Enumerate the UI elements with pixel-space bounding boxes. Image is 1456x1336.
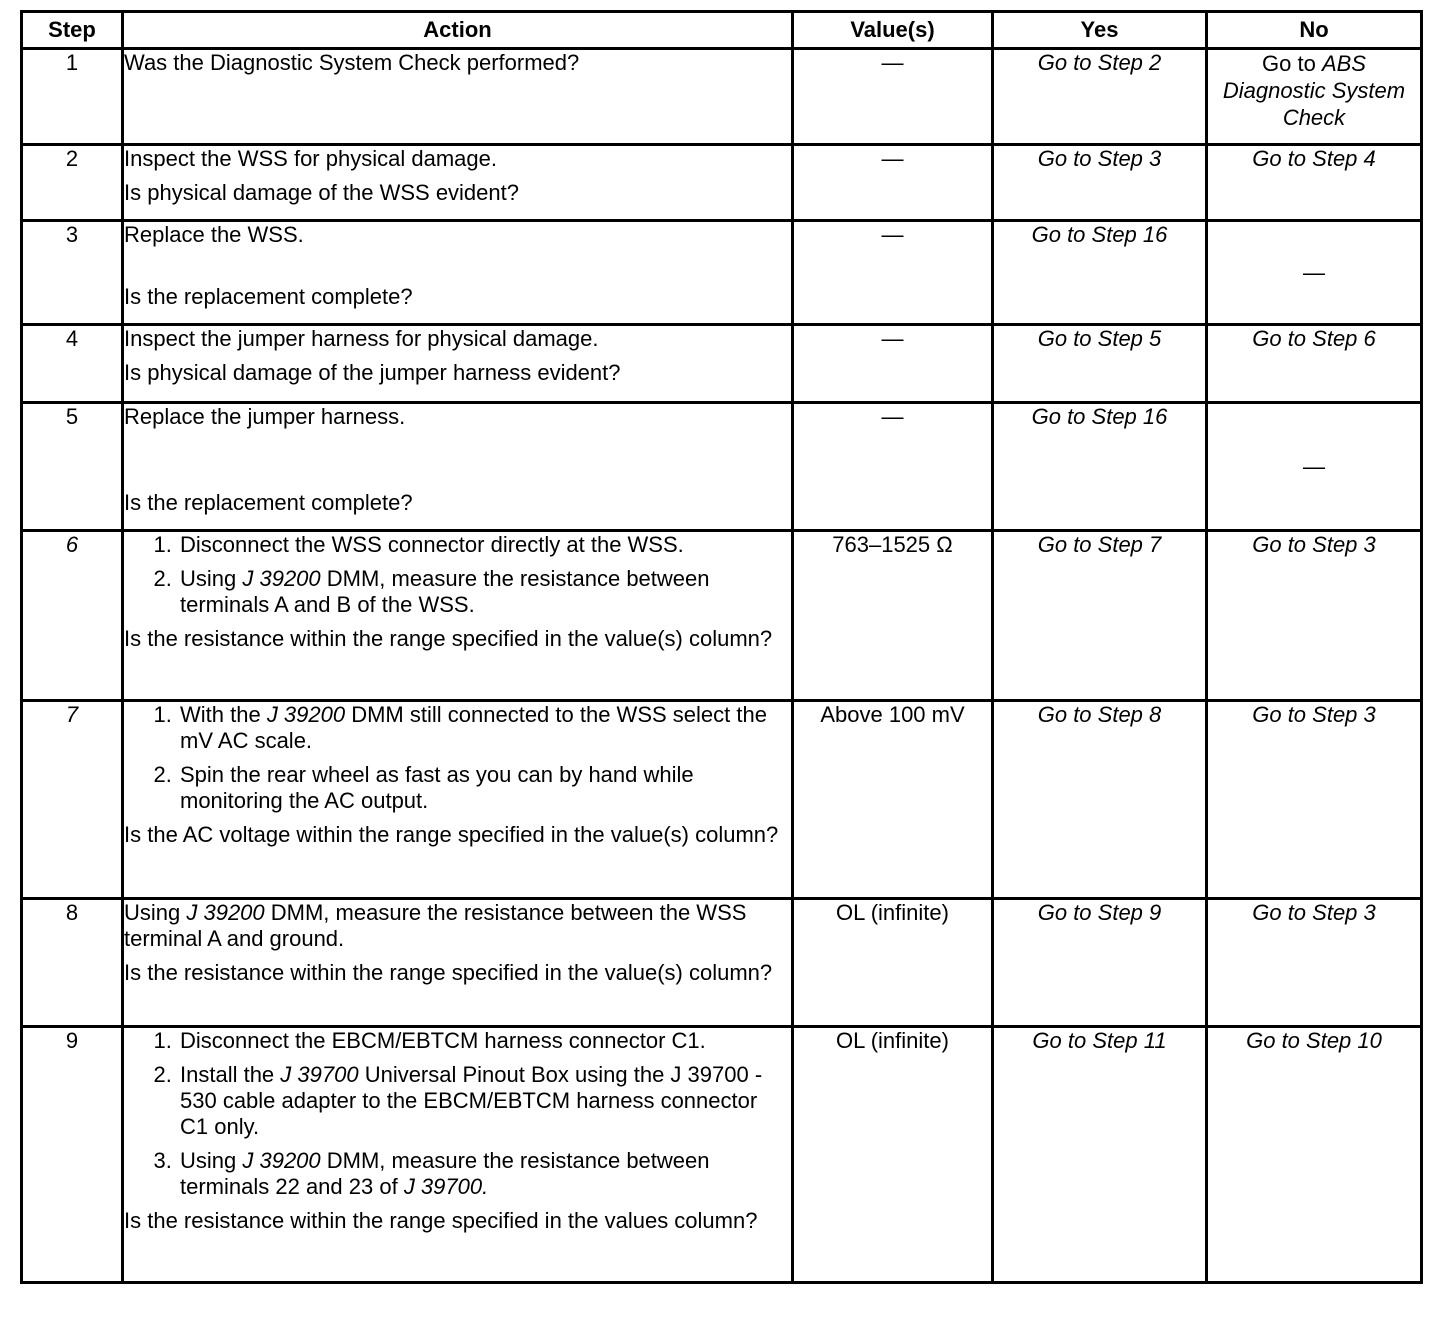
yes-result: Go to Step 3: [993, 145, 1207, 221]
step-number: 3: [22, 221, 123, 325]
question-text: Was the Diagnostic System Check performed?: [124, 50, 580, 75]
action-cell: [123, 325, 793, 403]
step-number: 9: [22, 1027, 123, 1283]
action-cell: [123, 531, 793, 701]
table-row: [22, 531, 1422, 701]
table-row: [22, 701, 1422, 899]
diagnostic-table: [20, 10, 1423, 1284]
question-text: Is the AC voltage within the range specified in the value(s) column?: [124, 822, 779, 847]
action-text: Replace the WSS.: [124, 222, 304, 247]
no-result: [1207, 49, 1422, 145]
yes-result: Go to Step 8: [993, 701, 1207, 899]
instruction-list: [124, 532, 791, 618]
value-cell: —: [793, 221, 993, 325]
instruction-item: 2. Install the J 39700 Universal Pinout Box using the J 39700 - 530 cable adapter to the EBCM/EBTCM harness connector C1 only.: [178, 1062, 791, 1140]
tool-ref: J 39200: [186, 900, 265, 925]
yes-result: Go to Step 16: [993, 403, 1207, 531]
no-result: Go to Step 10: [1207, 1027, 1422, 1283]
yes-result: Go to Step 7: [993, 531, 1207, 701]
action-cell: [123, 403, 793, 531]
action-cell: [123, 145, 793, 221]
question-text: Is physical damage of the WSS evident?: [124, 180, 519, 205]
header-yes: Yes: [993, 12, 1207, 49]
value-cell: OL (infinite): [793, 1027, 993, 1283]
step-number: 4: [22, 325, 123, 403]
value-cell: —: [793, 49, 993, 145]
no-result: Go to Step 3: [1207, 531, 1422, 701]
header-step: Step: [22, 12, 123, 49]
step-number: 8: [22, 899, 123, 1027]
step-number: 2: [22, 145, 123, 221]
instruction-item: 3. Using J 39200 DMM, measure the resistance between terminals 22 and 23 of J 39700.: [178, 1148, 791, 1200]
tool-ref: J 39200: [242, 1148, 321, 1173]
yes-result: Go to Step 16: [993, 221, 1207, 325]
question-text: Is the resistance within the range specified in the value(s) column?: [124, 626, 773, 651]
tool-ref: J 39700: [280, 1062, 359, 1087]
value-cell: —: [793, 325, 993, 403]
question-text: Is the replacement complete?: [124, 284, 413, 309]
question-text: Is the resistance within the range specified in the values column?: [124, 1208, 758, 1233]
question-text: Is physical damage of the jumper harness evident?: [124, 360, 621, 385]
value-cell: —: [793, 145, 993, 221]
table-row: [22, 145, 1422, 221]
step-number: 7: [22, 701, 123, 899]
question-text: Is the replacement complete?: [124, 490, 413, 515]
action-text: Replace the jumper harness.: [124, 404, 406, 429]
instruction-item: 1. With the J 39200 DMM still connected to the WSS select the mV AC scale.: [178, 702, 791, 754]
value-cell: Above 100 mV: [793, 701, 993, 899]
table-row: [22, 899, 1422, 1027]
instruction-item: 2. Spin the rear wheel as fast as you can by hand while monitoring the AC output.: [178, 762, 791, 814]
no-result-prefix: Go to: [1262, 51, 1322, 76]
step-number: 6: [22, 531, 123, 701]
question-text: Is the resistance within the range specified in the value(s) column?: [124, 960, 773, 985]
action-cell: [123, 49, 793, 145]
tool-ref: J 39700.: [403, 1174, 489, 1199]
yes-result: Go to Step 9: [993, 899, 1207, 1027]
no-result: —: [1207, 221, 1422, 325]
yes-result: Go to Step 11: [993, 1027, 1207, 1283]
instruction-item: 1. Disconnect the WSS connector directly at the WSS.: [178, 532, 791, 558]
table-row: [22, 403, 1422, 531]
table-row: [22, 49, 1422, 145]
action-cell: [123, 1027, 793, 1283]
table-row: [22, 221, 1422, 325]
step-number: 5: [22, 403, 123, 531]
table-row: [22, 325, 1422, 403]
action-cell: [123, 701, 793, 899]
value-cell: 763–1525 Ω: [793, 531, 993, 701]
no-result: Go to Step 3: [1207, 701, 1422, 899]
value-cell: —: [793, 403, 993, 531]
instruction-item: 2. Using J 39200 DMM, measure the resistance between terminals A and B of the WSS.: [178, 566, 791, 618]
no-result: Go to Step 3: [1207, 899, 1422, 1027]
action-text: Using J 39200 DMM, measure the resistance between the WSS terminal A and ground.: [124, 900, 747, 951]
no-result: Go to Step 4: [1207, 145, 1422, 221]
step-number: 1: [22, 49, 123, 145]
header-values: Value(s): [793, 12, 993, 49]
header-row: [22, 12, 1422, 49]
no-result: Go to Step 6: [1207, 325, 1422, 403]
yes-result: Go to Step 2: [993, 49, 1207, 145]
tool-ref: J 39200: [242, 566, 321, 591]
action-cell: [123, 221, 793, 325]
action-cell: [123, 899, 793, 1027]
action-text: Inspect the jumper harness for physical damage.: [124, 326, 599, 351]
instruction-list: [124, 702, 791, 814]
yes-result: Go to Step 5: [993, 325, 1207, 403]
no-result: —: [1207, 403, 1422, 531]
abs-check-link: ABS Diagnostic System Check: [1222, 51, 1406, 130]
table-row: [22, 1027, 1422, 1283]
tool-ref: J 39200: [266, 702, 346, 727]
header-no: No: [1207, 12, 1422, 49]
instruction-item: 1. Disconnect the EBCM/EBTCM harness connector C1.: [178, 1028, 791, 1054]
value-cell: OL (infinite): [793, 899, 993, 1027]
action-text: Inspect the WSS for physical damage.: [124, 146, 497, 171]
header-action: Action: [123, 12, 793, 49]
instruction-list: [124, 1028, 791, 1200]
